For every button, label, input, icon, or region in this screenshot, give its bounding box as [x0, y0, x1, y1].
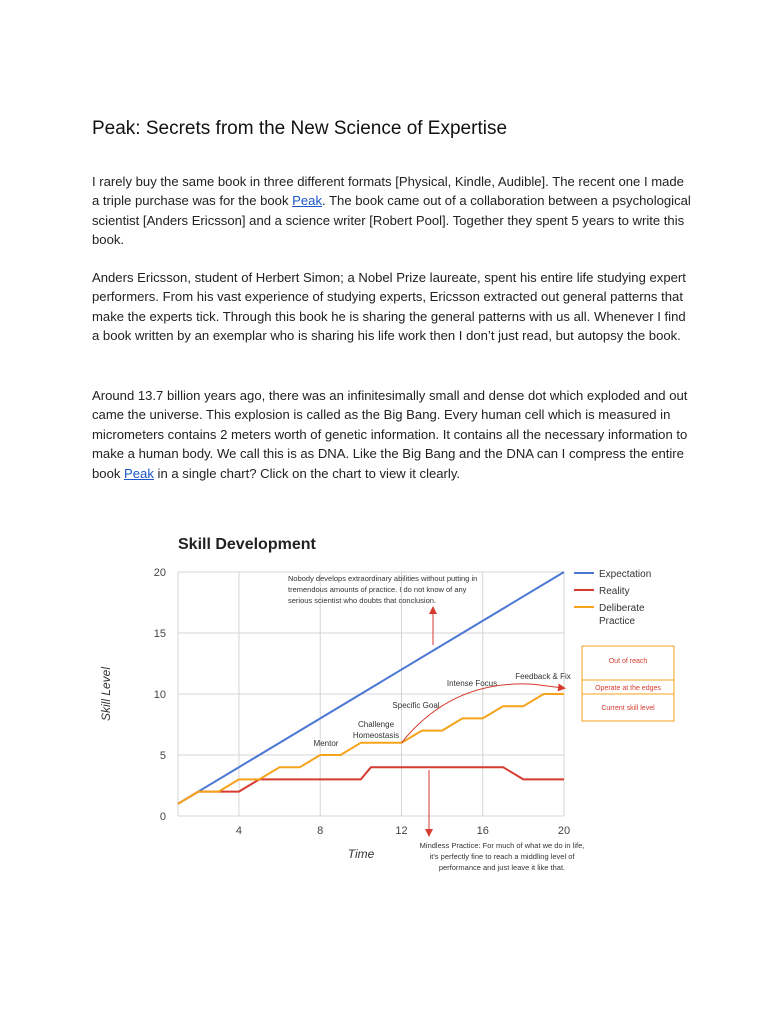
- annotation-top-note: tremendous amounts of practice. I do not know of any: [288, 585, 467, 594]
- annotation-challenge: Challenge: [357, 720, 395, 729]
- y-tick-label: 10: [153, 689, 166, 701]
- page-title: Peak: Secrets from the New Science of Expertise: [92, 118, 508, 139]
- paragraph-text: Around 13.7 billion years ago, there was an infinitesimally small and dense dot which exploded and out came the universe. This explosion is called as the Big Bang. Every human cell which is measured in micrometers contains 2 meters worth of genetic information. It contains all the necessary information to make a human body. We call this is as DNA. Like the Big Bang and the DNA can I compress the entire book: [92, 388, 688, 481]
- feedback-curve-arrow: [401, 684, 562, 743]
- legend-label: Deliberate: [599, 603, 645, 614]
- x-tick-label: 20: [557, 825, 571, 837]
- zone-out-of-reach: Out of reach: [608, 658, 648, 665]
- annotation-intense-focus: Intense Focus: [446, 679, 498, 688]
- annotation-bottom-note: it’s perfectly fine to reach a middling level of: [429, 852, 575, 861]
- y-tick-label: 0: [159, 811, 166, 823]
- paragraph-ericsson: Anders Ericsson, student of Herbert Simon; a Nobel Prize laureate, spent his entire life studying expert performers. From his vast experience of studying experts, Ericsson extracted out general patterns that make the experts tick. Through this book he is sharing the general patterns with us all. Whenever I find a book written by an exemplar who is sharing his life work then I don’t just read, but autopsy the book.: [92, 270, 686, 344]
- annotation-specific-goal: Specific Goal: [392, 701, 440, 710]
- annotation-feedback: Feedback & Fix: [515, 672, 571, 681]
- y-tick-label: 5: [159, 750, 166, 762]
- annotation-top-note: Nobody develops extraordinary abilities without putting in: [288, 574, 478, 583]
- paragraph-text: . The book came out of a collaboration between a psychological scientist [Anders Ericsson] and a science writer [Robert Pool]. Together they spent 5 years to write this book.: [92, 193, 691, 248]
- series-line: [178, 694, 564, 804]
- x-tick-label: 12: [395, 825, 408, 837]
- x-tick-label: 4: [235, 825, 243, 837]
- chart-title: Skill Development: [178, 536, 316, 553]
- chart-legend: [574, 569, 651, 627]
- y-tick-label: 20: [153, 567, 166, 579]
- chart-annotations: [288, 574, 584, 872]
- zone-current-level: Current skill level: [601, 705, 655, 712]
- paragraph-big-bang: [92, 386, 692, 483]
- zone-operate-edges: Operate at the edges: [595, 685, 661, 692]
- x-tick-label: 8: [317, 825, 324, 837]
- legend-label: Expectation: [599, 569, 652, 580]
- paragraph-text: in a single chart? Click on the chart to view it clearly.: [153, 465, 461, 481]
- x-tick-label: 16: [476, 825, 489, 837]
- paragraph-text: I rarely buy the same book in three different formats [Physical, Kindle, Audible]. The recent one I made a triple purchase was for the book: [92, 174, 684, 209]
- y-tick-label: 15: [153, 628, 166, 640]
- peak-book-link[interactable]: Peak: [124, 465, 154, 481]
- skill-development-chart[interactable]: [90, 528, 690, 878]
- annotation-mentor: Mentor: [313, 739, 339, 748]
- chart-series: [178, 572, 564, 804]
- annotation-challenge: Homeostasis: [352, 731, 400, 740]
- skill-zones-box: [582, 646, 674, 721]
- y-axis-label: Skill Level: [99, 666, 113, 722]
- x-axis-label: Time: [347, 847, 375, 861]
- annotation-top-note: serious scientist who doubts that conclusion.: [288, 596, 436, 605]
- legend-label: Reality: [599, 586, 630, 597]
- chart-grid: [178, 572, 564, 816]
- paragraph-intro: [92, 172, 692, 250]
- legend-label: Practice: [599, 616, 636, 627]
- peak-book-link[interactable]: Peak: [292, 193, 323, 209]
- series-line: [178, 767, 564, 804]
- annotation-bottom-note: performance and just leave it like that.: [438, 863, 566, 872]
- annotation-bottom-note: Mindless Practice: For much of what we do in life,: [419, 841, 585, 850]
